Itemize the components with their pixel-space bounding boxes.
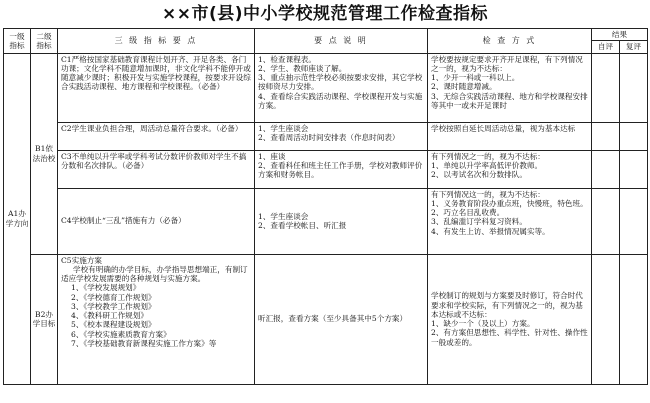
header-explain: 要 点 说 明 [255, 29, 428, 54]
c1-explain-item: 4、查看综合实践活动课程、学校课程开发与实施方案。 [258, 91, 423, 110]
c1-review[interactable] [620, 53, 648, 122]
a1-cell: A1办学方向 [4, 53, 31, 384]
c4-method-item: 3、乱编滥订学科复习资料。 [431, 217, 527, 227]
c4-self-eval[interactable] [592, 188, 620, 254]
c5-plan-item: 3、《学校教学工作规划》 [71, 301, 156, 311]
c5-point-title: C5实施方案 [61, 255, 103, 265]
c2-explain-item: 1、学生座谈会 [258, 123, 309, 133]
c5-plan-item: 7、《学校基础教育新课程实施工作方案》等 [71, 338, 217, 348]
c4-method-item: 2、巧立名目乱收费。 [431, 208, 505, 217]
header-level1: 一级指标 [4, 29, 31, 54]
c4-review[interactable] [620, 188, 648, 254]
c1-method-item: 3、无综合实践活动课程、地方和学校课程安排等其中一或未开足课时 [431, 91, 588, 110]
c5-review[interactable] [620, 254, 648, 384]
c2-method-item: 学校按照自延长周活动总量，视为基本达标 [431, 123, 576, 133]
c5-point-body: 学校有明确的办学目标，办学指导思想端正，有制订适应学校发展需要的各种规划与实施方案。 [61, 264, 248, 283]
c5-method-item: 1、缺少一个（及以上）方案。 [431, 319, 535, 328]
table-row-c2 [4, 122, 648, 150]
c3-explain [255, 150, 428, 188]
header-method: 检 查 方 式 [428, 29, 592, 54]
b1-cell: B1依法治校 [31, 53, 58, 254]
c4-method [428, 188, 592, 254]
c5-plan-item: 1、《学校发展规划》 [71, 283, 141, 293]
c2-review[interactable] [620, 122, 648, 150]
c1-method [428, 53, 592, 122]
c3-point: C3不单纯以升学率或学科考试分数评价教师对学生不搞分数和名次排队。（必备） [58, 150, 255, 188]
page-title: ××市(县)中小学校规范管理工作检查指标 [161, 4, 489, 24]
c1-self-eval[interactable] [592, 53, 620, 122]
c5-plan-item: 4、《教科研工作规划》 [71, 311, 148, 320]
c3-explain-item: 2、查看科任和班主任工作手册，学校对教师评价方案和财务帐目。 [258, 160, 423, 179]
table-row-c1 [4, 53, 648, 122]
c4-explain-item: 1、学生座谈会 [258, 211, 309, 221]
c1-method-item: 学校要按规定要求开齐开足课程，有下列情况之一的，视为不达标： [431, 54, 583, 73]
table-row-c5 [4, 254, 648, 384]
c4-explain-item: 2、查看学校帐目、听汇报 [258, 221, 347, 230]
c5-plan-item: 5、《校本课程建设规划》 [71, 320, 156, 330]
c1-point: C1严格按国家基础教育课程计划开齐、开足各类、各门功课；文化学科不随意增加课时，非文化学科不能停开或随意减少课时；积极开发与实施学校课程，按要求开设综合实践活动课程、地方课程和学校课程。（必备） [58, 53, 255, 122]
c2-point: C2学生课业负担合理，周活动总量符合要求。（必备） [58, 122, 255, 150]
header-self-eval: 自评 [592, 41, 620, 53]
c4-method-item: 4、有发生上访、举报情况属实等。 [431, 226, 550, 236]
c3-method-item: 有下列情况之一的，视为不达标： [431, 151, 545, 161]
c3-self-eval[interactable] [592, 150, 620, 188]
c1-explain [255, 53, 428, 122]
c2-method [428, 122, 592, 150]
c4-explain [255, 188, 428, 254]
c5-point [58, 254, 255, 384]
c5-method-item: 2、有方案但思想性、科学性、针对性、操作性一般或差的。 [431, 328, 588, 347]
c5-self-eval[interactable] [592, 254, 620, 384]
header-result: 结果 [592, 29, 648, 41]
b2-cell: B2办学目标 [31, 254, 58, 384]
c5-explain [255, 254, 428, 384]
c3-method-item: 1、单纯以升学率高低评价教师。 [431, 160, 543, 170]
c3-review[interactable] [620, 150, 648, 188]
c4-point: C4学校制止“三乱”措施有力（必备） [58, 188, 255, 254]
c4-method-item: 1、义务教育阶段办重点班，快慢班，特色班。 [431, 198, 588, 208]
header-review: 复评 [620, 41, 648, 53]
c2-explain-item: 2、查看周活动时间安排表（作息时间表） [258, 132, 400, 142]
inspection-table [3, 28, 648, 385]
c2-self-eval[interactable] [592, 122, 620, 150]
c1-method-item: 1、少开一科或一科以上。 [431, 73, 520, 82]
c5-plan-item: 2、《学校德育工作规划》 [71, 292, 156, 302]
c1-method-item: 2、课时随意增减。 [431, 82, 497, 92]
c3-explain-item: 1、座谈 [258, 151, 286, 161]
header-level3: 三 级 指 标 要 点 [58, 29, 255, 54]
c1-explain-item: 1、检查课程表。 [258, 54, 316, 64]
c5-plan-item: 6、《学校实施素质教育方案》 [71, 329, 171, 339]
c5-explain-item: 听汇报，查看方案（至少具备其中5个方案） [258, 314, 408, 324]
c1-explain-item: 3、重点抽示范性学校必须按要求安排，其它学校按师资尽力安排。 [258, 73, 423, 92]
c3-method-item: 2、以考试名次和分数排队。 [431, 170, 527, 179]
header-level2: 二级指标 [31, 29, 58, 54]
c2-explain [255, 122, 428, 150]
c3-method [428, 150, 592, 188]
c5-method [428, 254, 592, 384]
c4-method-item: 有下列情况这一的，视为不达标： [431, 189, 545, 199]
table-row-c4 [4, 188, 648, 254]
table-row-c3 [4, 150, 648, 188]
c1-explain-item: 2、学生、教师座谈了解。 [258, 63, 347, 73]
c5-method-item: 学校制订的规划与方案要及时修订，符合时代要求和学校实际，有下列情况之一的，视为基本达标或不达标： [431, 291, 583, 319]
